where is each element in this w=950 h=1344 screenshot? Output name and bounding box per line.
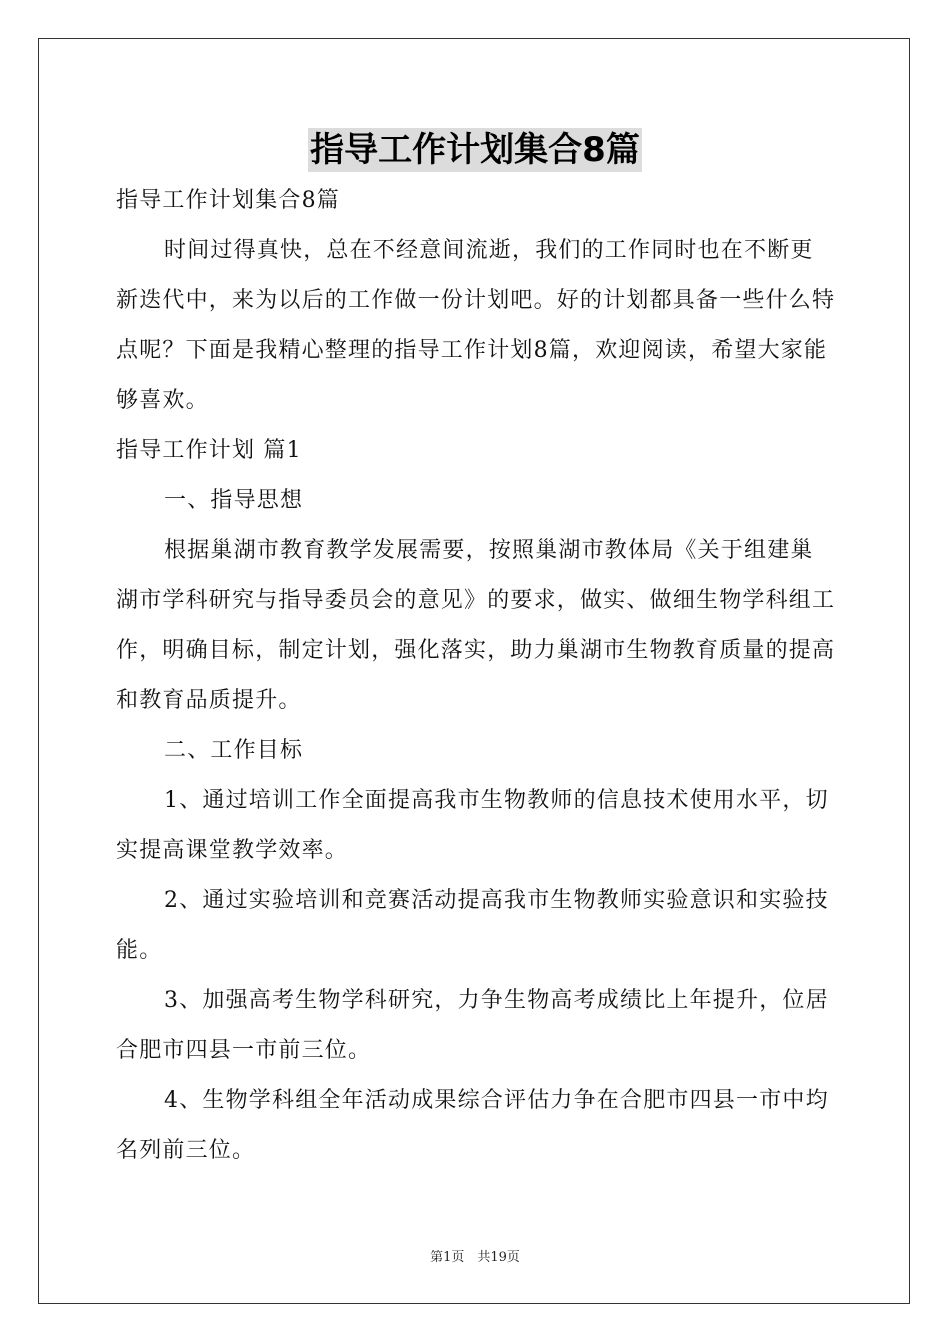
sub-heading: 一、指导思想	[164, 488, 304, 513]
list-item: 2、通过实验培训和竞赛活动提高我市生物教师实验意识和实验技能。	[116, 888, 829, 963]
list-item: 4、生物学科组全年活动成果综合评估力争在合肥市四县一市中均名列前三位。	[116, 1088, 829, 1163]
page-number: 第1页 共19页	[430, 1250, 520, 1265]
body-paragraph: 时间过得真快，总在不经意间流逝，我们的工作同时也在不断更新迭代中，来为以后的工作做一份计划吧。好的计划都具备一些什么特点呢？下面是我精心整理的指导工作计划8篇，欢迎阅读，希望大家能够喜欢。	[116, 238, 836, 413]
document-title: 指导工作计划集合8篇	[310, 130, 640, 170]
sub-heading: 二、工作目标	[164, 738, 304, 763]
list-item: 1、通过培训工作全面提高我市生物教师的信息技术使用水平，切实提高课堂教学效率。	[116, 788, 829, 863]
title-area	[0, 128, 950, 172]
body-paragraph: 根据巢湖市教育教学发展需要，按照巢湖市教体局《关于组建巢湖市学科研究与指导委员会的意见》的要求，做实、做细生物学科组工作，明确目标，制定计划，强化落实，助力巢湖市生物教育质量的提高和教育品质提升。	[116, 538, 836, 713]
section-heading: 指导工作计划 篇1	[116, 438, 302, 463]
page-footer	[0, 1246, 950, 1265]
body-paragraph: 指导工作计划集合8篇	[116, 188, 340, 213]
list-item: 3、加强高考生物学科研究，力争生物高考成绩比上年提升，位居合肥市四县一市前三位。	[116, 988, 829, 1063]
document-body	[116, 176, 836, 1176]
